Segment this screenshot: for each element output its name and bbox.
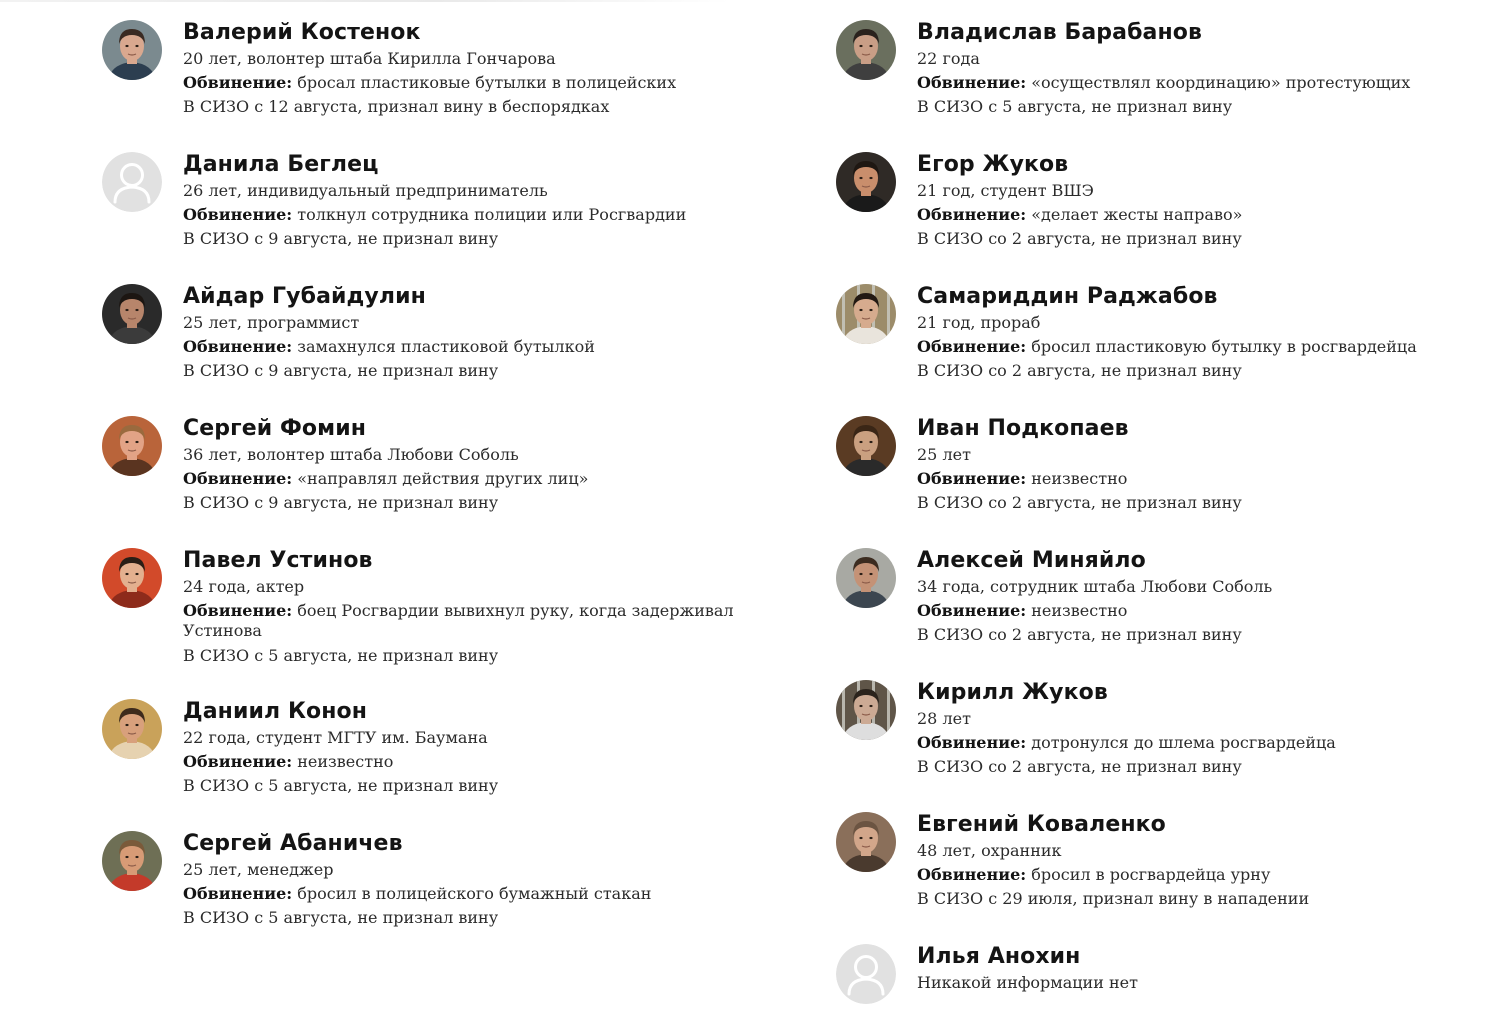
person-status: В СИЗО со 2 августа, не признал вину: [917, 757, 1242, 776]
person-name: Евгений Коваленко: [917, 812, 1166, 837]
avatar-placeholder-icon: [836, 944, 896, 1004]
person-charge: [917, 731, 1477, 755]
charge-label: Обвинение:: [917, 733, 1027, 752]
person-status: В СИЗО с 9 августа, не признал вину: [183, 229, 499, 248]
top-divider: [0, 0, 730, 2]
charge-text: «направлял действия других лиц»: [297, 469, 589, 488]
person-charge: [183, 882, 743, 906]
person-details: 21 год, студент ВШЭ: [917, 181, 1094, 200]
person-info: [183, 284, 743, 383]
person-details: 25 лет, менеджер: [183, 860, 334, 879]
person-info: [917, 548, 1477, 647]
person-info: [917, 812, 1477, 911]
avatar-photo: [102, 699, 162, 759]
person-name: Илья Анохин: [917, 944, 1081, 969]
charge-text: неизвестно: [1031, 469, 1128, 488]
person-status: В СИЗО с 5 августа, не признал вину: [183, 646, 499, 665]
avatar-photo: [836, 680, 896, 740]
charge-label: Обвинение:: [183, 469, 293, 488]
person-name: Егор Жуков: [917, 152, 1069, 177]
charge-text: бросил в полицейского бумажный стакан: [297, 884, 652, 903]
charge-label: Обвинение:: [183, 205, 293, 224]
person-info: [183, 20, 743, 119]
charge-text: неизвестно: [297, 752, 394, 771]
person-name: Владислав Барабанов: [917, 20, 1203, 45]
person-details: 21 год, прораб: [917, 313, 1041, 332]
person-status: В СИЗО с 12 августа, признал вину в беспорядках: [183, 97, 610, 116]
person-charge: [917, 599, 1477, 623]
charge-label: Обвинение:: [917, 865, 1027, 884]
charge-text: замахнулся пластиковой бутылкой: [297, 337, 595, 356]
person-details: 22 года, студент МГТУ им. Баумана: [183, 728, 488, 747]
charge-label: Обвинение:: [917, 205, 1027, 224]
person-charge: [183, 335, 743, 359]
charge-text: боец Росгвардии вывихнул руку, когда задерживал Устинова: [183, 601, 734, 640]
person-info: [183, 548, 743, 668]
person-charge: [183, 203, 743, 227]
charge-label: Обвинение:: [183, 752, 293, 771]
person-charge: [917, 467, 1477, 491]
charge-label: Обвинение:: [917, 469, 1027, 488]
charge-text: неизвестно: [1031, 601, 1128, 620]
charge-label: Обвинение:: [917, 601, 1027, 620]
person-name: Павел Устинов: [183, 548, 373, 573]
person-details: 26 лет, индивидуальный предприниматель: [183, 181, 548, 200]
person-status: В СИЗО со 2 августа, не признал вину: [917, 361, 1242, 380]
charge-label: Обвинение:: [183, 601, 293, 620]
person-status: В СИЗО с 5 августа, не признал вину: [183, 776, 499, 795]
person-name: Самариддин Раджабов: [917, 284, 1218, 309]
avatar-photo: [836, 812, 896, 872]
person-charge: [917, 863, 1477, 887]
charge-text: бросил пластиковую бутылку в росгвардейца: [1031, 337, 1417, 356]
person-charge: [183, 750, 743, 774]
charge-label: Обвинение:: [183, 337, 293, 356]
avatar-photo: [836, 20, 896, 80]
charge-text: бросил в росгвардейца урну: [1031, 865, 1271, 884]
person-status: В СИЗО со 2 августа, не признал вину: [917, 229, 1242, 248]
person-status: В СИЗО со 2 августа, не признал вину: [917, 625, 1242, 644]
person-name: Сергей Абаничев: [183, 831, 403, 856]
person-details: Никакой информации нет: [917, 973, 1138, 992]
avatar-photo: [836, 284, 896, 344]
avatar-photo: [102, 416, 162, 476]
person-charge: [917, 203, 1477, 227]
charge-text: «делает жесты направо»: [1031, 205, 1243, 224]
person-name: Айдар Губайдулин: [183, 284, 426, 309]
charge-label: Обвинение:: [183, 73, 293, 92]
charge-text: «осуществлял координацию» протестующих: [1031, 73, 1411, 92]
person-details: 22 года: [917, 49, 980, 68]
person-status: В СИЗО с 9 августа, не признал вину: [183, 493, 499, 512]
person-name: Кирилл Жуков: [917, 680, 1108, 705]
person-charge: [183, 467, 743, 491]
person-charge: [183, 601, 743, 641]
person-name: Даниил Конон: [183, 699, 368, 724]
person-details: 34 года, сотрудник штаба Любови Соболь: [917, 577, 1273, 596]
person-charge: [183, 71, 743, 95]
avatar-photo: [836, 416, 896, 476]
charge-label: Обвинение:: [183, 884, 293, 903]
person-status: В СИЗО с 9 августа, не признал вину: [183, 361, 499, 380]
person-name: Сергей Фомин: [183, 416, 367, 441]
avatar-photo: [102, 831, 162, 891]
person-info: [183, 699, 743, 798]
person-name: Алексей Миняйло: [917, 548, 1146, 573]
person-info: [917, 416, 1477, 515]
person-info: [917, 20, 1477, 119]
person-info: [917, 680, 1477, 779]
person-details: 36 лет, волонтер штаба Любови Соболь: [183, 445, 519, 464]
person-info: [917, 284, 1477, 383]
person-charge: [917, 335, 1477, 359]
charge-text: бросал пластиковые бутылки в полицейских: [297, 73, 677, 92]
person-charge: [917, 71, 1477, 95]
charge-label: Обвинение:: [917, 73, 1027, 92]
avatar-photo: [102, 284, 162, 344]
person-info: [917, 152, 1477, 251]
avatar-photo: [836, 152, 896, 212]
person-details: 20 лет, волонтер штаба Кирилла Гончарова: [183, 49, 556, 68]
charge-text: толкнул сотрудника полиции или Росгвардии: [297, 205, 687, 224]
person-status: В СИЗО с 29 июля, признал вину в нападении: [917, 889, 1310, 908]
person-status: В СИЗО с 5 августа, не признал вину: [183, 908, 499, 927]
person-details: 48 лет, охранник: [917, 841, 1062, 860]
person-info: [183, 831, 743, 930]
person-info: [183, 416, 743, 515]
avatar-photo: [102, 548, 162, 608]
person-details: 28 лет: [917, 709, 971, 728]
person-name: Валерий Костенок: [183, 20, 421, 45]
person-status: В СИЗО со 2 августа, не признал вину: [917, 493, 1242, 512]
avatar-photo: [102, 20, 162, 80]
person-name: Данила Беглец: [183, 152, 379, 177]
avatar-photo: [836, 548, 896, 608]
person-details: 25 лет, программист: [183, 313, 360, 332]
person-status: В СИЗО с 5 августа, не признал вину: [917, 97, 1233, 116]
person-info: [183, 152, 743, 251]
person-name: Иван Подкопаев: [917, 416, 1129, 441]
person-details: 24 года, актер: [183, 577, 305, 596]
person-info: [917, 944, 1477, 995]
avatar-placeholder-icon: [102, 152, 162, 212]
charge-text: дотронулся до шлема росгвардейца: [1031, 733, 1336, 752]
charge-label: Обвинение:: [917, 337, 1027, 356]
person-details: 25 лет: [917, 445, 971, 464]
